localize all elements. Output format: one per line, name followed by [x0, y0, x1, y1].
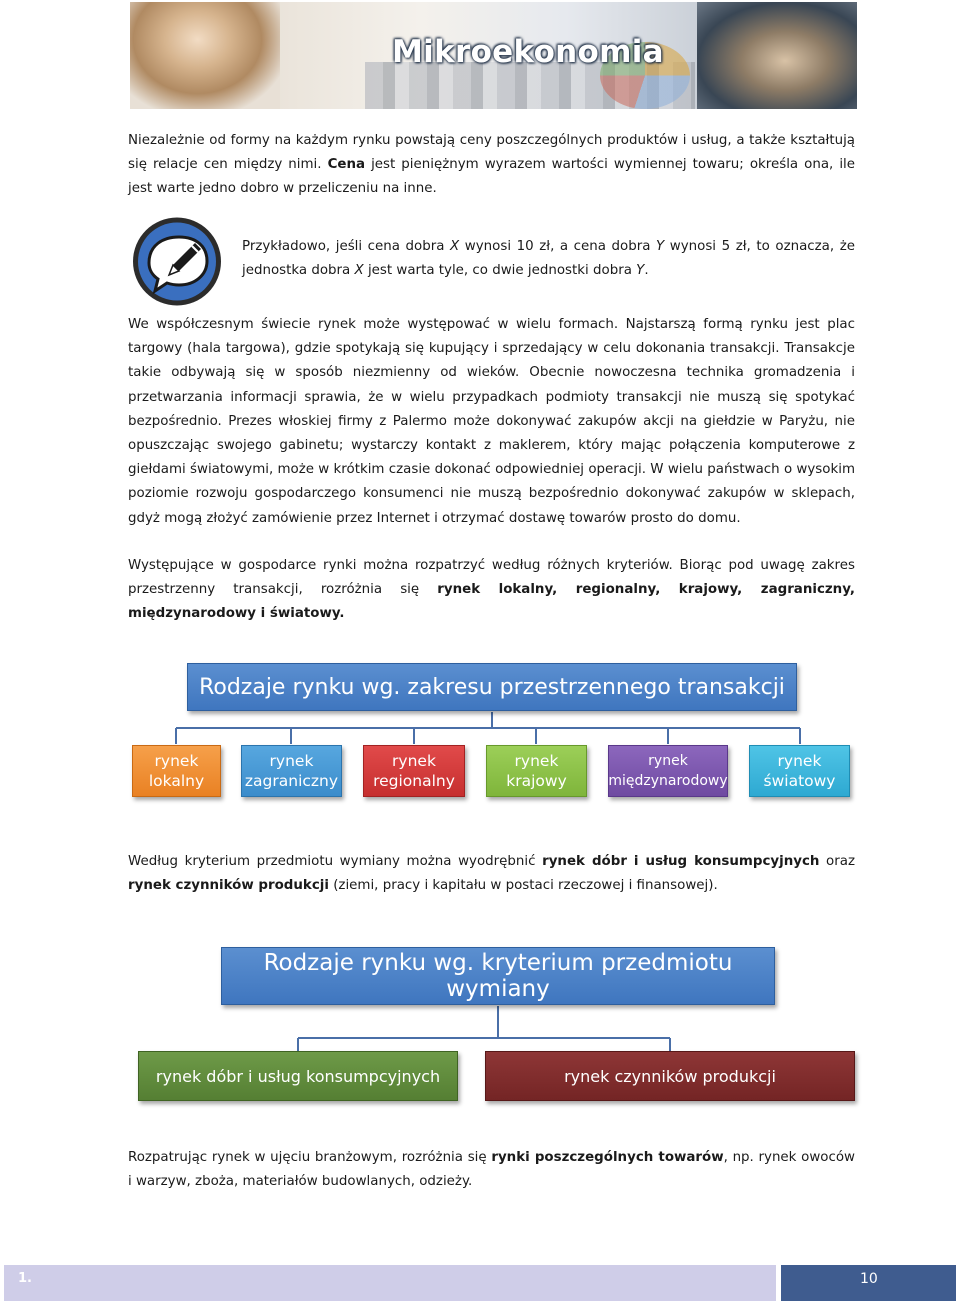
- market-type-box-lokalny: [132, 745, 221, 797]
- text: Według kryterium przedmiotu wymiany można wyodrębnić: [128, 854, 543, 869]
- italic-var: Y: [636, 263, 645, 279]
- market-type-box-swiatowy: [749, 745, 850, 797]
- text: jest warta tyle, co dwie jednostki dobra: [363, 263, 637, 279]
- note-example: [242, 235, 855, 283]
- text: jest pieniężnym wyrazem wartości wymiennej towaru; określa ona, ile jest warte jedno dobro w przeliczeniu na inne.: [128, 157, 855, 197]
- text: Niezależnie od formy na każdym rynku powstają ceny poszczególnych produktów i usług, a także kształtują się relacje cen między nimi.: [128, 133, 855, 173]
- market-type-box-miedzynarodowy: [608, 745, 728, 797]
- footer-bar-left: [4, 1265, 776, 1301]
- banner-photo-woman: [130, 2, 280, 109]
- market-type-box-zagraniczny: [241, 745, 342, 797]
- header-banner: [130, 2, 857, 109]
- text: wynosi 5 zł, to oznacza, że jednostka dobra: [242, 239, 855, 279]
- diagram2-title-box: Rodzaje rynku wg. kryterium przedmiotu wymiany: [221, 947, 775, 1005]
- box-label-line: zagraniczny: [244, 772, 339, 790]
- paragraph-spatial-criteria: [128, 554, 855, 627]
- box-label-line: światowy: [763, 772, 836, 790]
- market-type-box-production-factors: rynek czynników produkcji: [485, 1051, 855, 1101]
- box-label-line: rynek: [269, 752, 314, 770]
- italic-var: X: [354, 263, 364, 279]
- box-label-line: rynek: [514, 752, 559, 770]
- market-type-box-regionalny: [363, 745, 465, 797]
- paragraph-industry-criteria: [128, 1146, 855, 1194]
- text: , np. rynek owoców i warzyw, zboża, materiałów budowlanych, odzieży.: [128, 1150, 855, 1190]
- text: (ziemi, pracy i kapitału w postaci rzeczowej i finansowej).: [328, 878, 718, 894]
- bold-term: rynki poszczególnych towarów: [491, 1150, 724, 1165]
- box-label-line: rynek: [777, 752, 822, 770]
- diagram1-title-box: Rodzaje rynku wg. zakresu przestrzennego transakcji: [187, 663, 797, 711]
- text: Rozpatrując rynek w ujęciu branżowym, rozróżnia się: [128, 1150, 492, 1165]
- text: Występujące w gospodarce rynki można rozpatrzyć według różnych kryteriów. Biorąc pod uwagę zakres przestrzenny transakcji, rozróżnia się: [128, 558, 855, 598]
- bold-term: rynek lokalny, regionalny, krajowy, zagraniczny, międzynarodowy i światowy.: [128, 582, 855, 622]
- bold-term: Cena: [327, 157, 366, 173]
- bold-term: rynek czynników produkcji: [128, 878, 329, 894]
- banner-title: Mikroekonomia: [392, 34, 664, 70]
- text: oraz: [819, 854, 855, 869]
- text: Przykładowo, jeśli cena dobra: [242, 239, 451, 254]
- box-label-line: regionalny: [373, 772, 455, 790]
- bold-term: rynek dóbr i usług konsumpcyjnych: [542, 854, 820, 869]
- box-label-line: rynek: [392, 752, 436, 770]
- text: wynosi 10 zł, a cena dobra: [459, 239, 657, 254]
- box-label-line: międzynarodowy: [608, 773, 728, 789]
- box-label-line: rynek: [154, 752, 199, 770]
- banner-photo-businessmen: [697, 2, 857, 109]
- paragraph-exchange-criteria: [128, 850, 855, 898]
- italic-var: X: [450, 239, 460, 254]
- pencil-speech-bubble-icon: [129, 215, 225, 308]
- box-label-line: rynek: [648, 753, 688, 769]
- italic-var: Y: [656, 239, 665, 254]
- box-label-line: lokalny: [148, 772, 205, 790]
- paragraph-intro: [128, 129, 855, 202]
- paragraph-market-forms: We współczesnym świecie rynek może występować w wielu formach. Najstarszą formą rynku jest plac targowy (hala targowa), gdzie spotykają się kupujący i sprzedający w celu dokonania transakcji. Transakcje takie odbywają się w sposób niezmienny od wieków. Obecnie nowoczesna technika gromadzenia i przetwarzania informacji sprawia, że w wielu przypadkach podmioty transakcji nie muszą się spotykać bezpośrednio. Prezes włoskiej firmy z Palermo może dokonywać zakupów akcji na giełdzie w Paryżu, nie opuszczając swojego gabinetu; wystarczy kontakt z maklerem, który mając połączenia komputerowe z giełdami światowymi, może w krótkim czasie dokonać odpowiedniej operacji. W wielu państwach o wysokim poziomie rozwoju gospodarczego konsumenci nie muszą bezpośrednio dokonywać zakupów w sklepach, gdyż mogą złożyć zamówienie przez Internet i otrzymać dostawę towarów prosto do domu.: [128, 317, 855, 526]
- page-number: 10: [860, 1271, 878, 1287]
- text: .: [644, 263, 649, 279]
- footer-chapter-number: 1.: [18, 1271, 32, 1286]
- market-type-box-consumer-goods: rynek dóbr i usług konsumpcyjnych: [138, 1051, 458, 1101]
- market-type-box-krajowy: [486, 745, 587, 797]
- box-label-line: krajowy: [506, 772, 567, 790]
